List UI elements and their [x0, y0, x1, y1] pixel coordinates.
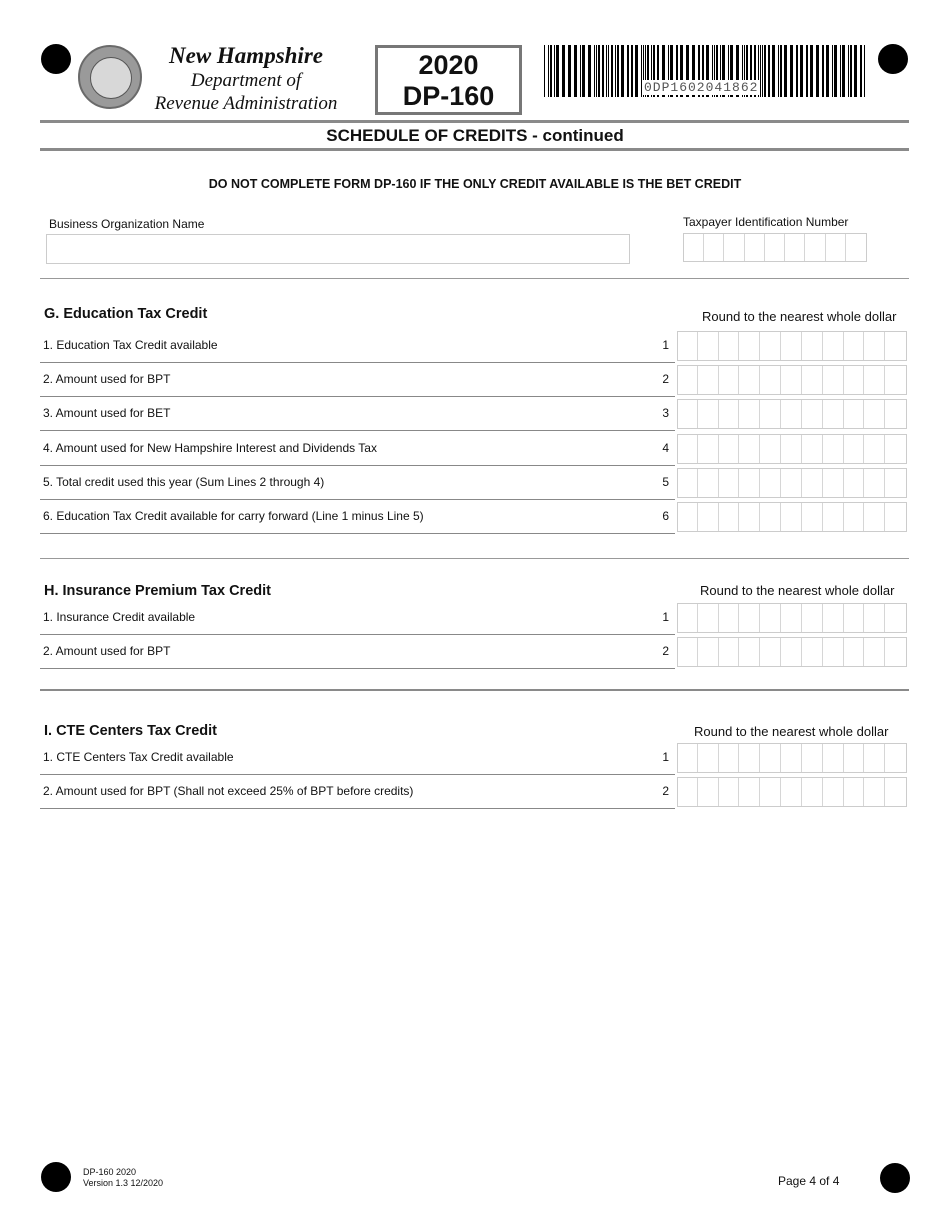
digit-cell [719, 503, 740, 531]
digit-cell [739, 744, 760, 772]
barcode-bar [611, 45, 613, 97]
section-i-heading: I. CTE Centers Tax Credit [44, 723, 217, 739]
digit-cell [823, 400, 844, 428]
digit-cell [719, 638, 740, 666]
digit-cell [802, 744, 823, 772]
barcode-bar [860, 45, 862, 97]
section-h-line-2 [40, 635, 675, 669]
digit-cell [739, 503, 760, 531]
business-name-input[interactable] [46, 234, 630, 264]
section-g-round-note: Round to the nearest whole dollar [702, 309, 897, 324]
digit-cell [760, 435, 781, 463]
business-name-label: Business Organization Name [49, 217, 205, 231]
barcode-bar [568, 45, 571, 97]
digit-cell [760, 503, 781, 531]
digit-cell [760, 366, 781, 394]
line-number: 3 [662, 406, 669, 420]
barcode-bar [606, 45, 607, 97]
digit-cell [864, 366, 885, 394]
barcode-bar [764, 45, 766, 97]
digit-cell [844, 435, 865, 463]
digit-cell [739, 366, 760, 394]
digit-cell [739, 332, 760, 360]
digit-cell [781, 744, 802, 772]
digit-cell [719, 778, 740, 806]
line-number: 2 [662, 372, 669, 386]
line-label: 4. Amount used for New Hampshire Interest and Dividends Tax [43, 441, 377, 455]
barcode-bar [850, 45, 852, 97]
section-h-line-1-amount-input[interactable] [677, 603, 907, 633]
barcode-bar [832, 45, 833, 97]
digit-cell [698, 435, 719, 463]
digit-cell [885, 366, 906, 394]
digit-cell [739, 435, 760, 463]
barcode-bar [594, 45, 595, 97]
digit-cell [885, 638, 906, 666]
digit-cell [885, 778, 906, 806]
digit-cell [823, 778, 844, 806]
line-number: 6 [662, 509, 669, 523]
registration-mark-bottom-right [880, 1163, 910, 1193]
barcode-bar [834, 45, 837, 97]
digit-cell [885, 435, 906, 463]
agency-line-1: New Hampshire [169, 43, 323, 68]
digit-cell [760, 332, 781, 360]
digit-cell [781, 332, 802, 360]
digit-cell [760, 400, 781, 428]
barcode-bar [854, 45, 857, 97]
section-i-line-1 [40, 741, 675, 775]
digit-cell [698, 778, 719, 806]
digit-cell [802, 503, 823, 531]
digit-cell [760, 604, 781, 632]
section-g-rule [40, 558, 909, 559]
agency-name [143, 42, 349, 115]
section-g-line-2 [40, 363, 675, 397]
barcode-bar [574, 45, 577, 97]
line-label: 3. Amount used for BET [43, 406, 171, 420]
digit-cell [760, 469, 781, 497]
barcode-bar [554, 45, 555, 97]
digit-cell [864, 332, 885, 360]
section-h-round-note: Round to the nearest whole dollar [700, 583, 895, 598]
line-number: 1 [662, 338, 669, 352]
section-g-heading: G. Education Tax Credit [44, 306, 208, 322]
barcode-bar [562, 45, 565, 97]
digit-cell [844, 366, 865, 394]
line-label: 2. Amount used for BPT [43, 644, 171, 658]
barcode-bar [790, 45, 793, 97]
section-g-line-1-amount-input[interactable] [677, 331, 907, 361]
digit-cell [698, 469, 719, 497]
digit-cell [739, 469, 760, 497]
section-i-line-2-amount-input[interactable] [677, 777, 907, 807]
barcode-bar [840, 45, 841, 97]
section-h-line-2-amount-input[interactable] [677, 637, 907, 667]
digit-cell [739, 778, 760, 806]
digit-cell [781, 366, 802, 394]
digit-cell [678, 604, 698, 632]
digit-cell [698, 638, 719, 666]
digit-cell [760, 638, 781, 666]
digit-cell [844, 638, 865, 666]
section-h-heading: H. Insurance Premium Tax Credit [44, 583, 271, 599]
digit-cell [864, 604, 885, 632]
section-i-round-note: Round to the nearest whole dollar [694, 724, 889, 739]
page-title: SCHEDULE OF CREDITS - continued [326, 126, 624, 145]
footer-form-info [83, 1167, 163, 1189]
footer-version-line: Version 1.3 12/2020 [83, 1178, 164, 1188]
digit-cell [864, 469, 885, 497]
line-number: 1 [662, 750, 669, 764]
barcode-bar [548, 45, 549, 97]
digit-cell [823, 604, 844, 632]
digit-cell [781, 400, 802, 428]
digit-cell [844, 400, 865, 428]
title-rule [40, 148, 909, 151]
digit-cell [719, 435, 740, 463]
digit-cell [802, 332, 823, 360]
digit-cell [678, 744, 698, 772]
barcode-bar [635, 45, 638, 97]
digit-cell [678, 366, 698, 394]
digit-cell [885, 469, 906, 497]
registration-mark-bottom-left [41, 1162, 71, 1192]
digit-cell [823, 366, 844, 394]
barcode-bar [810, 45, 813, 97]
digit-cell [802, 435, 823, 463]
digit-cell [885, 332, 906, 360]
barcode-bar [598, 45, 600, 97]
line-label: 2. Amount used for BPT [43, 372, 171, 386]
digit-cell [678, 778, 698, 806]
digit-cell [802, 400, 823, 428]
barcode-bar [780, 45, 782, 97]
digit-cell [844, 503, 865, 531]
section-g-line-4-amount-input[interactable] [677, 434, 907, 464]
digit-cell [823, 469, 844, 497]
digit-cell [823, 332, 844, 360]
digit-cell [885, 503, 906, 531]
page-number: Page 4 of 4 [778, 1174, 840, 1188]
digit-cell [698, 366, 719, 394]
digit-cell [719, 604, 740, 632]
barcode-bar [778, 45, 779, 97]
form-id-box [375, 45, 522, 115]
digit-cell [885, 744, 906, 772]
line-label: 1. CTE Centers Tax Credit available [43, 750, 234, 764]
tin-label: Taxpayer Identification Number [683, 215, 849, 229]
digit-cell [739, 400, 760, 428]
digit-cell [719, 469, 740, 497]
digit-cell [781, 604, 802, 632]
digit-cell [802, 778, 823, 806]
barcode-bar [768, 45, 770, 97]
section-g-line-5-amount-input[interactable] [677, 468, 907, 498]
digit-cell [823, 744, 844, 772]
digit-cell [823, 638, 844, 666]
digit-cell [719, 744, 740, 772]
barcode-bar [617, 45, 619, 97]
digit-cell [719, 400, 740, 428]
digit-cell [678, 503, 698, 531]
barcode-bar [608, 45, 609, 97]
agency-line-2: Department of [190, 70, 302, 91]
footer-form-line: DP-160 2020 [83, 1167, 137, 1177]
barcode-bar [588, 45, 591, 97]
barcode-bar [784, 45, 787, 97]
section-g-line-4 [40, 432, 675, 466]
digit-cell [802, 604, 823, 632]
barcode-bar [772, 45, 775, 97]
barcode-bar [580, 45, 581, 97]
digit-cell [698, 400, 719, 428]
line-number: 1 [662, 610, 669, 624]
barcode-bar [621, 45, 624, 97]
digit-cell [719, 332, 740, 360]
barcode-bar [806, 45, 808, 97]
digit-cell [678, 469, 698, 497]
form-id: DP-160 [402, 81, 495, 111]
digit-cell [802, 638, 823, 666]
barcode-bar [848, 45, 849, 97]
barcode-bar [800, 45, 803, 97]
digit-cell [678, 332, 698, 360]
digit-cell [739, 604, 760, 632]
digit-cell [823, 503, 844, 531]
digit-cell [864, 400, 885, 428]
digit-cell [698, 744, 719, 772]
digit-cell [781, 778, 802, 806]
digit-cell [823, 435, 844, 463]
digit-cell [864, 744, 885, 772]
line-number: 2 [662, 784, 669, 798]
barcode-bar [602, 45, 604, 97]
registration-mark-top-left [41, 44, 71, 74]
line-label: 5. Total credit used this year (Sum Lines 2 through 4) [43, 475, 325, 489]
agency-line-3: Revenue Administration [154, 93, 338, 114]
form-year: 2020 [418, 50, 479, 80]
barcode-bar [816, 45, 819, 97]
line-number: 4 [662, 441, 669, 455]
digit-cell [802, 469, 823, 497]
section-g-line-3-amount-input[interactable] [677, 399, 907, 429]
section-g-line-1 [40, 329, 675, 363]
barcode-bar [826, 45, 829, 97]
digit-cell [781, 638, 802, 666]
digit-cell [678, 638, 698, 666]
digit-cell [864, 638, 885, 666]
section-i-line-1-amount-input[interactable] [677, 743, 907, 773]
tin-input[interactable] [683, 233, 867, 262]
section-g-line-3 [40, 397, 675, 431]
barcode-bar [631, 45, 633, 97]
digit-cell [698, 503, 719, 531]
barcode-bar [615, 45, 616, 97]
digit-cell [760, 778, 781, 806]
digit-cell [719, 366, 740, 394]
section-g-line-2-amount-input[interactable] [677, 365, 907, 395]
barcode-bar [596, 45, 597, 97]
digit-cell [844, 778, 865, 806]
digit-cell [844, 469, 865, 497]
barcode-bar [582, 45, 585, 97]
line-label: 6. Education Tax Credit available for carry forward (Line 1 minus Line 5) [43, 509, 424, 523]
line-number: 5 [662, 475, 669, 489]
barcode-bar [796, 45, 798, 97]
digit-cell [844, 744, 865, 772]
barcode-bar [550, 45, 552, 97]
digit-cell [781, 469, 802, 497]
barcode-bar [762, 45, 763, 97]
digit-cell [760, 744, 781, 772]
digit-cell [864, 435, 885, 463]
barcode-bar [822, 45, 824, 97]
line-label: 1. Education Tax Credit available [43, 338, 218, 352]
digit-cell [698, 604, 719, 632]
id-section-rule [40, 278, 909, 279]
line-number: 2 [662, 644, 669, 658]
barcode-bar [842, 45, 845, 97]
digit-cell [864, 778, 885, 806]
digit-cell [885, 400, 906, 428]
state-seal-icon [78, 45, 142, 109]
barcode-bar [627, 45, 629, 97]
digit-cell [739, 638, 760, 666]
digit-cell [802, 366, 823, 394]
barcode-text: 0DP1602041862 [644, 80, 759, 95]
header-rule [40, 120, 909, 123]
section-g-line-6 [40, 500, 675, 534]
section-i-line-2 [40, 775, 675, 809]
digit-cell [678, 400, 698, 428]
warning-notice: DO NOT COMPLETE FORM DP-160 IF THE ONLY CREDIT AVAILABLE IS THE BET CREDIT [208, 177, 742, 191]
barcode-bar [556, 45, 559, 97]
digit-cell [844, 604, 865, 632]
barcode-bar [864, 45, 865, 97]
digit-cell [864, 503, 885, 531]
barcode-bar [544, 45, 545, 97]
section-g-line-6-amount-input[interactable] [677, 502, 907, 532]
digit-cell [844, 332, 865, 360]
line-label: 2. Amount used for BPT (Shall not exceed 25% of BPT before credits) [43, 784, 414, 798]
digit-cell [781, 435, 802, 463]
section-h-line-1 [40, 601, 675, 635]
digit-cell [698, 332, 719, 360]
section-h-rule [40, 689, 909, 691]
digit-cell [781, 503, 802, 531]
line-label: 1. Insurance Credit available [43, 610, 196, 624]
registration-mark-top-right [878, 44, 908, 74]
digit-cell [678, 435, 698, 463]
section-g-line-5 [40, 466, 675, 500]
digit-cell [885, 604, 906, 632]
